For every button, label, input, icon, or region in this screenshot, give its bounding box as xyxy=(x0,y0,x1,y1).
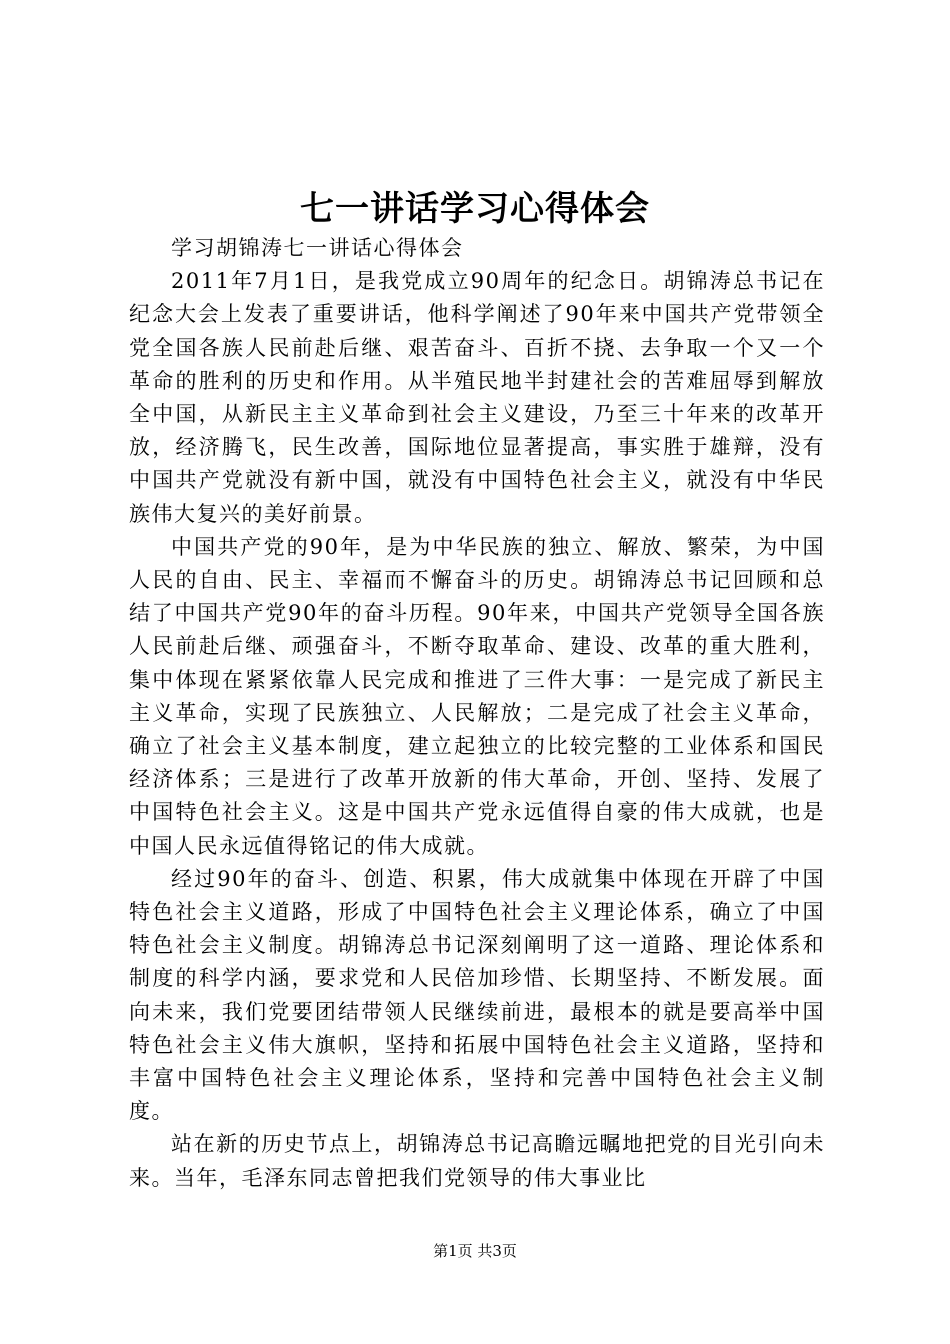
paragraph: 经过90年的奋斗、创造、积累，伟大成就集中体现在开辟了中国特色社会主义道路，形成了中国特色社会主义理论体系，确立了中国特色社会主义制度。胡锦涛总书记深刻阐明了这一道路、理论体系和制度的科学内涵，要求党和人民倍加珍惜、长期坚持、不断发展。面向未来，我们党要团结带领人民继续前进，最根本的就是要高举中国特色社会主义伟大旗帜，坚持和拓展中国特色社会主义道路，坚持和丰富中国特色社会主义理论体系，坚持和完善中国特色社会主义制度。 xyxy=(129,866,825,1124)
document-title: 七一讲话学习心得体会 xyxy=(300,189,650,229)
paragraph: 2011年7月1日，是我党成立90周年的纪念日。胡锦涛总书记在纪念大会上发表了重要讲话，他科学阐述了90年来中国共产党带领全党全国各族人民前赴后继、艰苦奋斗、百折不挠、去争取一个又一个革命的胜利的历史和作用。从半殖民地半封建社会的苦难屈辱到解放全中国，从新民主主义革命到社会主义建设，乃至三十年来的改革开放，经济腾飞，民生改善，国际地位显著提高，事实胜于雄辩，没有中国共产党就没有新中国，就没有中国特色社会主义，就没有中华民族伟大复兴的美好前景。 xyxy=(129,269,825,526)
page-footer: 第1页 共3页 xyxy=(433,1242,517,1260)
paragraph: 中国共产党的90年，是为中华民族的独立、解放、繁荣，为中国人民的自由、民主、幸福而不懈奋斗的历史。胡锦涛总书记回顾和总结了中国共产党90年的奋斗历程。90年来，中国共产党领导全国各族人民前赴后继、顽强奋斗，不断夺取革命、建设、改革的重大胜利，集中体现在紧紧依靠人民完成和推进了三件大事：一是完成了新民主主义革命，实现了民族独立、人民解放；二是完成了社会主义革命，确立了社会主义基本制度，建立起独立的比较完整的工业体系和国民经济体系；三是进行了改革开放新的伟大革命，开创、坚持、发展了中国特色社会主义。这是中国共产党永远值得自豪的伟大成就，也是中国人民永远值得铭记的伟大成就。 xyxy=(129,534,825,858)
paragraph-subtitle: 学习胡锦涛七一讲话心得体会 xyxy=(171,236,464,260)
document-body xyxy=(129,232,825,1195)
paragraph: 站在新的历史节点上，胡锦涛总书记高瞻远瞩地把党的目光引向未来。当年，毛泽东同志曾把我们党领导的伟大事业比 xyxy=(129,1132,825,1190)
